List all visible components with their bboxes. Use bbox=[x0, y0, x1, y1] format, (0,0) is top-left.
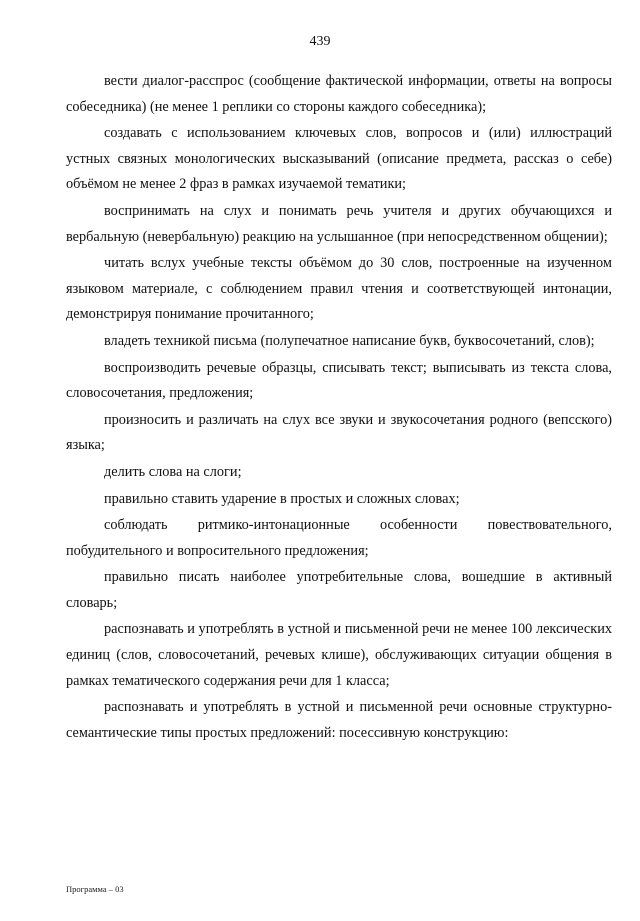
paragraph: соблюдать ритмико-интонационные особенности повествовательного, побудительного и вопросительного предложения; bbox=[66, 517, 612, 559]
page-number: 439 bbox=[309, 34, 331, 49]
paragraph: воспринимать на слух и понимать речь учителя и других обучающихся и вербальную (невербальную) реакцию на услышанное (при непосредственном общении); bbox=[66, 202, 612, 245]
paragraph: правильно писать наиболее употребительные слова, вошедшие в активный словарь; bbox=[66, 569, 612, 611]
paragraph: распознавать и употреблять в устной и письменной речи не менее 100 лексических единиц (слов, словосочетаний, речевых клише), обслуживающих ситуации общения в рамках тематического содержания речи для 1 класса; bbox=[66, 621, 612, 689]
paragraph: распознавать и употреблять в устной и письменной речи основные структурно-семантические типы простых предложений: посессивную конструкцию: bbox=[66, 699, 612, 741]
paragraph: вести диалог-расспрос (сообщение фактической информации, ответы на вопросы собеседника) (не менее 1 реплики со стороны каждого собеседника); bbox=[66, 73, 612, 115]
page-body bbox=[66, 69, 612, 747]
paragraph: правильно ставить ударение в простых и сложных словах; bbox=[104, 490, 460, 507]
paragraph: читать вслух учебные тексты объёмом до 30 слов, построенные на изученном языковом материале, с соблюдением правил чтения и соответствующей интонации, демонстрируя понимание прочитанного; bbox=[66, 255, 612, 323]
paragraph: воспроизводить речевые образцы, списывать текст; выписывать из текста слова, словосочетания, предложения; bbox=[66, 359, 612, 402]
page-footer: Программа – 03 bbox=[66, 884, 124, 894]
paragraph: создавать с использованием ключевых слов, вопросов и (или) иллюстраций устных связных монологических высказываний (описание предмета, рассказ о себе) объёмом не менее 2 фраз в рамках изучаемой тематики; bbox=[66, 125, 612, 193]
paragraph: владеть техникой письма (полупечатное написание букв, буквосочетаний, слов); bbox=[104, 332, 595, 349]
paragraph: делить слова на слоги; bbox=[104, 463, 242, 480]
paragraph: произносить и различать на слух все звуки и звукосочетания родного (вепсского) языка; bbox=[66, 411, 612, 454]
